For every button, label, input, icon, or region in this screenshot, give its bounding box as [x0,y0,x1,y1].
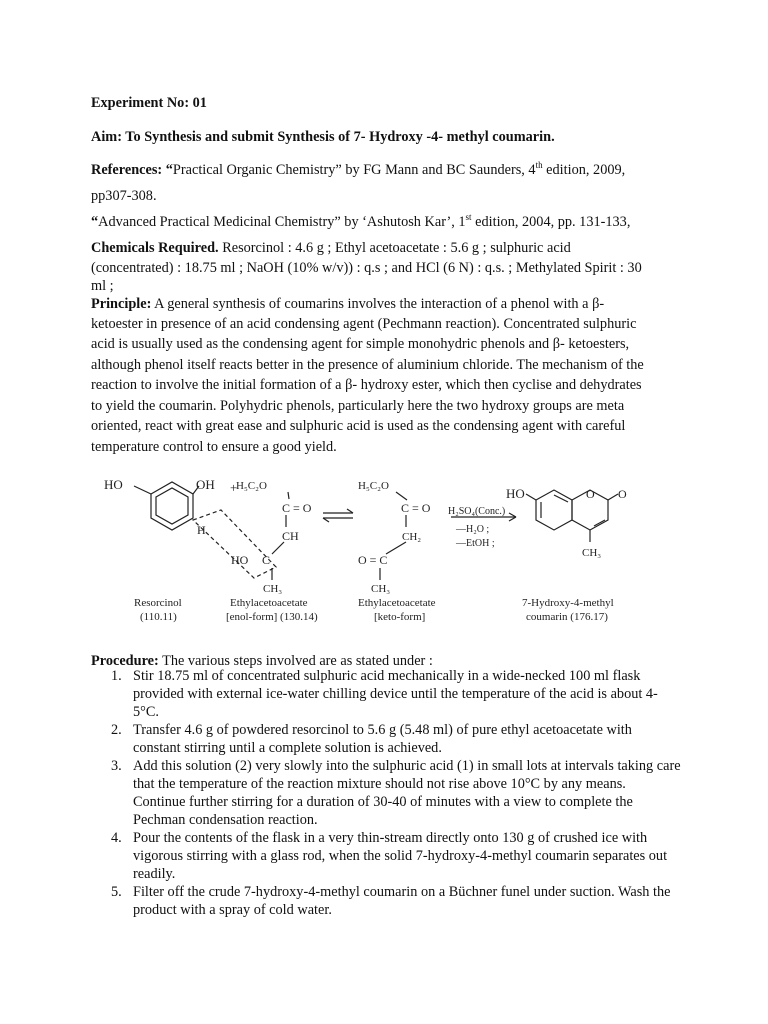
procedure-step [111,667,681,721]
chemicals-text: Resorcinol : 4.6 g ; Ethyl acetoacetate : 5.6 g ; sulphuric acid [218,240,571,256]
procedure-step [111,829,681,883]
step-number: 2. [111,722,122,738]
reference-1-superscript: th [535,160,543,170]
experiment-number: Experiment No: 01 [91,95,207,111]
step-text: Transfer 4.6 g of powdered resorcinol to 5.6 g (5.48 ml) of pure ethyl acetoacetate with constant stirring until a complete solution is achieved. [133,722,632,756]
reference-2-text-tail: edition, 2004, pp. 131-133, [471,214,631,230]
procedure-label: Procedure: [91,653,159,669]
condition-water: —H₂O ; [456,524,490,535]
resorcinol-ring [151,482,193,530]
principle-label: Principle: [91,296,152,312]
principle-line: although phenol itself reacts better in the presence of aluminium chloride. The mechanism of the [91,357,644,373]
keto-ch2-label: CH₂ [402,531,422,543]
reaction-scheme [96,472,696,632]
plus-sign: + [230,480,238,495]
step-text: Stir 18.75 ml of concentrated sulphuric acid mechanically in a wide-necked 100 ml flask provided with external ice-water chilling device until the temperature of the acid is about 4-5°C. [133,668,658,720]
resorcinol-ho-label: HO [104,477,123,492]
aim-line: Aim: To Synthesis and submit Synthesis of 7- Hydroxy -4- methyl coumarin. [91,129,555,145]
caption-product: 7-Hydroxy-4-methyl [522,597,614,609]
quote-mark: “ [91,214,99,230]
procedure-steps [111,667,681,919]
product-ch3-label: CH₃ [582,547,602,559]
principle-line: ketoester in presence of an acid condensing agent (Pechmann reaction). Concentrated sulphuric [91,316,637,332]
product-ring-o-label: O [586,487,595,501]
resorcinol-inner-ring [156,488,188,524]
step-text: Pour the contents of the flask in a very thin-stream directly onto 130 g of crushed ice with vigorous stirring with a glass rod, when the solid 7-hydroxy-4-methyl coumarin separates out readily. [133,830,668,882]
caption-resorcinol: Resorcinol [134,597,182,609]
reference-1-pages: pp307-308. [91,188,157,204]
chemicals-line-1 [91,238,571,258]
enol-ch-label: CH [282,529,299,543]
h-label: H [197,523,206,537]
procedure-step [111,721,681,757]
procedure-intro: The various steps involved are as stated under : [158,653,433,669]
principle-line: to yield the coumarin. Polyhydric phenols, particularly here the two hydroxy groups are meta [91,398,625,414]
reference-2-text: Advanced Practical Medicinal Chemistry” by ‘Ashutosh Kar’, 1 [98,214,466,230]
procedure-step [111,757,681,829]
step-number: 4. [111,830,122,846]
step-number: 5. [111,884,122,900]
condition-acid: H₂SO₄(Conc.) [448,506,506,517]
resorcinol-oh-label: OH [196,477,215,492]
keto-carbonyl-label: C = O [401,501,431,515]
principle-line: temperature control to ensure a good yield. [91,439,337,455]
caption-enol: Ethylacetoacetate [230,597,308,609]
enol-ethoxy-label: H₅C₂O [236,480,267,492]
caption-keto: Ethylacetoacetate [358,597,436,609]
reference-2-superscript: st [465,212,472,222]
principle-line: reaction to involve the initial formation of a β- hydroxy ester, which then cyclise and dehydrates [91,377,642,393]
keto-ethoxy-label: H₅C₂O [358,480,389,492]
chemicals-label: Chemicals Required. [91,240,219,256]
enol-ho-label: HO [231,553,249,567]
reference-1 [91,160,625,180]
principle-line-1 [91,294,604,314]
caption-resorcinol-mw: (110.11) [140,611,177,623]
dashed-transition-box [193,510,276,578]
principle-line: acid is usually used as the condensing agent for simple monohydric phenols and β- ketoesters, [91,336,630,352]
references-label: References: [91,162,163,178]
chemicals-line-3: ml ; [91,278,114,294]
reference-1-text-tail: edition, 2009, [542,162,626,178]
product-ho-label: HO [506,486,525,501]
step-number: 3. [111,758,122,774]
reference-1-text: Practical Organic Chemistry” by FG Mann and BC Saunders, 4 [172,162,536,178]
principle-text: A general synthesis of coumarins involves the interaction of a phenol with a β- [151,296,605,312]
step-number: 1. [111,668,122,684]
reference-2 [91,212,630,232]
caption-enol-mw: [enol-form] (130.14) [226,611,318,623]
enol-ch3-label: CH₃ [263,583,283,595]
caption-product-mw: coumarin (176.17) [526,611,608,623]
principle-line: oriented, react with great ease and sulphuric acid is used as the condensing agent with careful [91,418,626,434]
step-text: Filter off the crude 7-hydroxy-4-methyl coumarin on a Büchner funel under suction. Wash the product with a spray of cold water. [133,884,671,918]
procedure-step [111,883,681,919]
condition-ethanol: —EtOH ; [456,538,495,549]
step-text: Add this solution (2) very slowly into the sulphuric acid (1) in small lots at intervals taking care that the temperature of the reaction mixture should not rise above 10°C by any means. Continue further stirring for a duration of 30-40 of minutes with a view to complete the Pechman condensation reaction. [133,758,681,828]
caption-keto-form: [keto-form] [374,611,426,623]
keto-oc-label: O = C [358,553,388,567]
enol-c-label: C [262,553,271,567]
chemicals-line-2: (concentrated) : 18.75 ml ; NaOH (10% w/v)) : q.s ; and HCl (6 N) : q.s. ; Methylated Spirit : 30 [91,260,642,276]
quote-mark: “ [165,162,173,178]
product-carbonyl-o-label: O [618,487,627,501]
keto-ch3-label: CH₃ [371,583,391,595]
enol-carbonyl-label: C = O [282,501,312,515]
